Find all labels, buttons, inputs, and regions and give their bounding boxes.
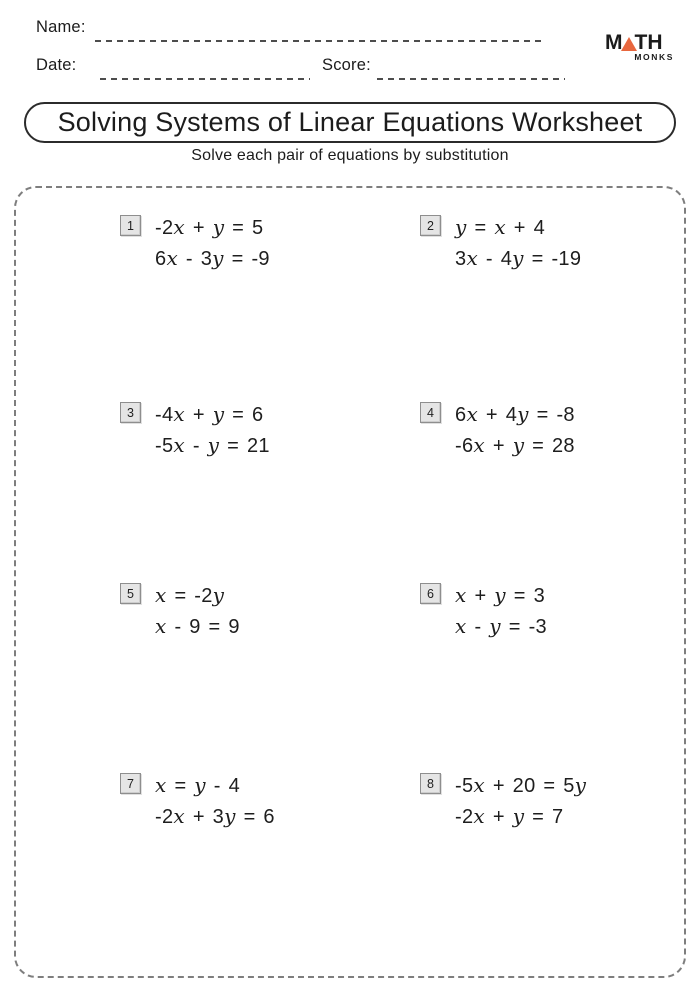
problem-3 [120,399,270,461]
problem-7 [120,770,275,832]
equation-line-1: -4x + y = 6 [155,402,264,426]
equation-pair [155,212,270,274]
problem-number-badge: 1 [120,215,141,236]
math-monks-logo [605,33,675,62]
equation-line-2: 6x - 3y = -9 [155,246,270,270]
equation-pair [155,770,275,832]
problem-6 [420,580,547,642]
equation-line-2: 3x - 4y = -19 [455,246,582,270]
problems-area [14,186,686,978]
logo-letter-m: M [605,31,623,54]
problem-number-badge: 5 [120,583,141,604]
problem-number-badge: 6 [420,583,441,604]
problem-number-badge: 2 [420,215,441,236]
equation-line-2: -2x + y = 7 [455,804,564,828]
equation-pair [155,580,240,642]
logo-wordmark [605,33,675,52]
problem-4 [420,399,575,461]
problem-5 [120,580,240,642]
equation-pair [455,770,586,832]
equation-line-1: -2x + y = 5 [155,215,264,239]
equation-line-1: -5x + 20 = 5y [455,773,587,797]
score-label: Score: [322,56,371,74]
name-label: Name: [36,18,86,36]
logo-monks-text: MONKS [634,52,674,62]
equation-line-1: x = y - 4 [155,773,241,797]
equation-line-2: -6x + y = 28 [455,433,575,457]
equation-line-1: x = -2y [155,583,225,607]
page-title [24,102,676,143]
equation-pair [455,399,575,461]
page-title-text: Solving Systems of Linear Equations Worksheet [57,107,643,137]
problem-number-badge: 8 [420,773,441,794]
equation-line-2: x - y = -3 [455,614,547,638]
equation-line-1: y = x + 4 [455,215,546,239]
problem-2 [420,212,581,274]
equation-line-1: x + y = 3 [455,583,546,607]
date-label: Date: [36,56,77,74]
problem-number-badge: 3 [120,402,141,423]
problem-1 [120,212,270,274]
name-write-line [95,40,545,42]
score-write-line [377,78,565,80]
problem-8 [420,770,586,832]
equation-line-2: -5x - y = 21 [155,433,270,457]
logo-letters-th: TH [634,31,663,54]
instructions-text: Solve each pair of equations by substitution [191,147,509,164]
problem-number-badge: 7 [120,773,141,794]
equation-pair [455,580,547,642]
equation-line-2: x - 9 = 9 [155,614,240,638]
equation-pair [455,212,581,274]
equation-line-1: 6x + 4y = -8 [455,402,575,426]
equation-line-2: -2x + 3y = 6 [155,804,275,828]
date-write-line [100,78,310,80]
problem-number-badge: 4 [420,402,441,423]
equation-pair [155,399,270,461]
